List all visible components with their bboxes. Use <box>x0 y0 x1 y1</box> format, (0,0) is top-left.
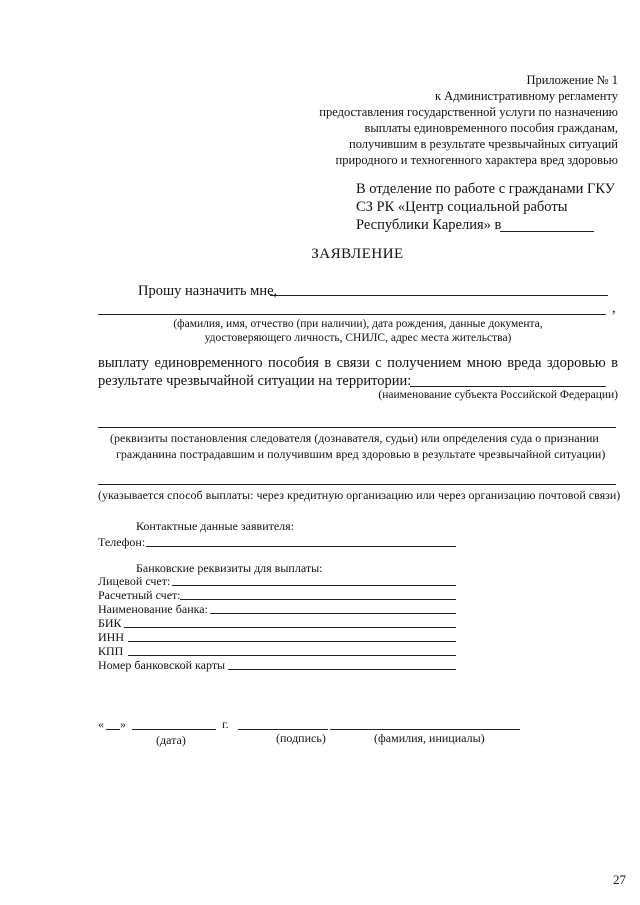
date-label: (дата) <box>156 733 186 747</box>
request-intro: Прошу назначить мне, <box>138 283 278 299</box>
decree-hint-1: (реквизиты постановления следователя (дознавателя, судьи) или определения суда о признании <box>110 431 599 445</box>
payment-line-2: результате чрезвычайной ситуации на территории: <box>98 373 412 389</box>
header-line-3: предоставления государственной услуги по назначению <box>319 105 618 119</box>
bank-title: Банковские реквизиты для выплаты: <box>136 561 323 575</box>
bik-field[interactable] <box>124 627 456 628</box>
applicant-hint-1: (фамилия, имя, отчество (при наличии), дата рождения, данные документа, <box>173 318 543 330</box>
settlement-label: Расчетный счет: <box>98 588 181 602</box>
addressee-line-1: В отделение по работе с гражданами ГКУ <box>356 181 616 197</box>
settlement-field[interactable] <box>180 599 456 600</box>
signature-field[interactable] <box>238 729 328 730</box>
comma: , <box>612 300 616 316</box>
year-suffix: г. <box>222 717 229 731</box>
header-line-6: природного и техногенного характера вред здоровью <box>335 153 618 167</box>
bik-label: БИК <box>98 616 122 630</box>
document-title: ЗАЯВЛЕНИЕ <box>311 246 404 262</box>
bank-name-label: Наименование банка: <box>98 602 208 616</box>
applicant-field-1[interactable] <box>270 295 608 296</box>
region-field[interactable] <box>410 386 606 387</box>
bank-name-field[interactable] <box>210 613 456 614</box>
day-field[interactable] <box>106 729 120 730</box>
payment-line-1: выплату единовременного пособия в связи с получением мною вреда здоровью в <box>98 355 618 371</box>
contacts-title: Контактные данные заявителя: <box>136 519 295 533</box>
header-line-1: Приложение № 1 <box>526 73 618 87</box>
account-field[interactable] <box>172 585 456 586</box>
kpp-field[interactable] <box>128 655 456 656</box>
phone-field[interactable] <box>146 546 456 547</box>
phone-label: Телефон: <box>98 535 146 549</box>
sign-label: (подпись) <box>276 731 326 745</box>
header-line-5: получившим в результате чрезвычайных ситуаций <box>349 137 618 151</box>
card-field[interactable] <box>228 669 456 670</box>
decree-hint-2: гражданина пострадавшим и получившим вред здоровью в результате чрезвычайной ситуации) <box>116 447 606 461</box>
date-close-quote: » <box>120 717 126 731</box>
header-line-4: выплаты единовременного пособия гражданам, <box>364 121 618 135</box>
applicant-field-2[interactable] <box>98 314 606 315</box>
method-hint: (указывается способ выплаты: через кредитную организацию или через организацию почтовой связи) <box>98 488 621 502</box>
region-hint: (наименование субъекта Российской Федерации) <box>378 389 618 401</box>
department-field[interactable] <box>500 231 594 232</box>
decree-field[interactable] <box>98 427 616 428</box>
inn-field[interactable] <box>128 641 456 642</box>
account-label: Лицевой счет: <box>98 574 171 588</box>
addressee-line-3: Республики Карелия» в <box>356 217 502 233</box>
name-label: (фамилия, инициалы) <box>374 731 485 745</box>
header-line-2: к Административному регламенту <box>434 89 618 103</box>
month-field[interactable] <box>132 729 216 730</box>
addressee-line-2: СЗ РК «Центр социальной работы <box>356 199 568 215</box>
card-label: Номер банковской карты <box>98 658 226 672</box>
inn-label: ИНН <box>98 630 124 644</box>
date-open-quote: « <box>98 717 104 731</box>
page-number: 27 <box>613 872 626 887</box>
name-initials-field[interactable] <box>330 729 520 730</box>
method-field[interactable] <box>98 484 616 485</box>
kpp-label: КПП <box>98 644 124 658</box>
applicant-hint-2: удостоверяющего личность, СНИЛС, адрес места жительства) <box>204 332 512 344</box>
